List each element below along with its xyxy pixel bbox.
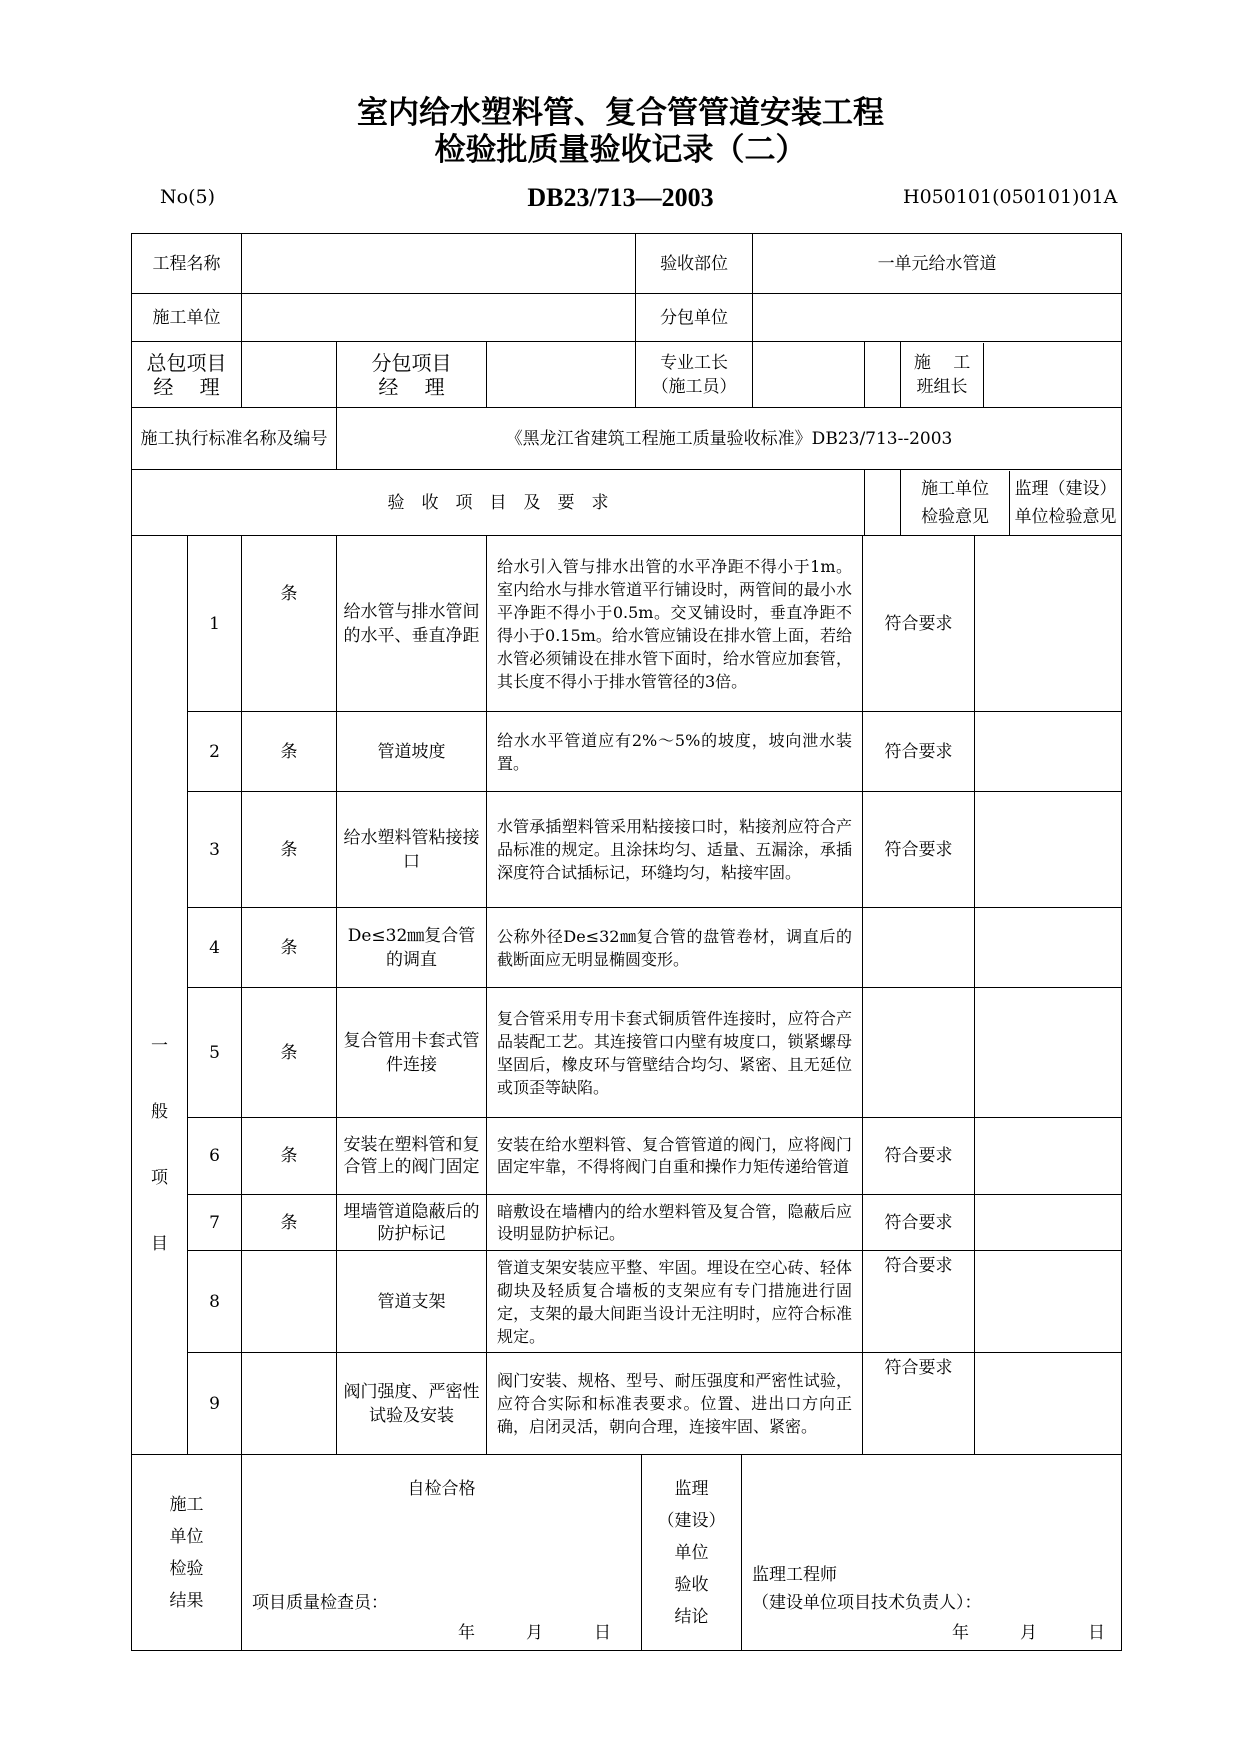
- item-result[interactable]: 符合要求: [863, 1251, 975, 1353]
- group-char-3: 项: [151, 1168, 168, 1188]
- subcontractor-label: 分包单位: [636, 294, 753, 342]
- footer-table: [131, 1454, 1122, 1651]
- item-requirement: 阀门安装、规格、型号、耐压强度和严密性试验，应符合实际和标准表要求。位置、进出口方向正确，启闭灵活，朝向合理，连接牢固、紧密。: [487, 1353, 863, 1455]
- sub-pm-label-line2: 经 理: [378, 374, 445, 399]
- item-name: 给水塑料管粘接接口: [337, 792, 487, 908]
- item-no: 4: [188, 908, 242, 988]
- supervisor-check-header: [901, 470, 1122, 536]
- contractor-result-cell: [242, 1455, 642, 1651]
- supervisor-result-label-4: 验收: [674, 1574, 709, 1595]
- contractor-result-label-3: 检验: [169, 1558, 204, 1579]
- item-name: 埋墙管道隐蔽后的防护标记: [337, 1195, 487, 1251]
- item-result[interactable]: 符合要求: [863, 1118, 975, 1195]
- item-supervisor[interactable]: [975, 1118, 1122, 1195]
- team-label: [865, 342, 901, 408]
- item-no: 6: [188, 1118, 242, 1195]
- contractor-date[interactable]: 年 月 日: [458, 1623, 611, 1643]
- item-name: De≤32㎜复合管的调直: [337, 908, 487, 988]
- item-clause: 条: [242, 792, 337, 908]
- standard-label: 施工执行标准名称及编号: [132, 408, 337, 470]
- form-number: No(5): [160, 186, 215, 208]
- item-supervisor[interactable]: [975, 1353, 1122, 1455]
- supervisor-date[interactable]: 年 月 日: [952, 1623, 1105, 1643]
- acceptance-part-label: 验收部位: [636, 234, 753, 294]
- inspector-label: 项目质量检查员：: [252, 1593, 388, 1613]
- supervisor-result-label: [642, 1455, 742, 1651]
- foreman-label-line2: （施工员）: [651, 376, 737, 397]
- general-items-label: [132, 536, 188, 1455]
- foreman-label: [636, 342, 753, 408]
- project-name-value[interactable]: [242, 234, 636, 294]
- sub-pm-label: [337, 342, 487, 408]
- item-result[interactable]: [863, 988, 975, 1118]
- form-code: H050101(050101)01A: [903, 186, 1118, 208]
- acceptance-part-value[interactable]: 一单元给水管道: [753, 234, 1122, 294]
- item-clause: [242, 1353, 337, 1455]
- item-supervisor[interactable]: [975, 1251, 1122, 1353]
- supervisor-result-cell: [742, 1455, 1122, 1651]
- item-requirement: 管道支架安装应平整、牢固。埋设在空心砖、轻体砌块及轻质复合墙板的支架应有专门措施进行固定，支架的最大间距当设计无注明时，应符合标准规定。: [487, 1251, 863, 1353]
- item-result[interactable]: [863, 908, 975, 988]
- standard-code: DB23/713—2003: [527, 183, 714, 212]
- contractor-result-value[interactable]: 自检合格: [407, 1479, 476, 1499]
- group-char-1: 一: [151, 1036, 168, 1056]
- supervisor-check-line1: 监理（建设）: [1014, 478, 1117, 499]
- team-value[interactable]: [984, 343, 1121, 407]
- contractor-label: 施工单位: [132, 294, 242, 342]
- item-result[interactable]: 符合要求: [863, 1195, 975, 1251]
- contractor-result-label-4: 结果: [169, 1590, 204, 1611]
- requirements-header: 验 收 项 目 及 要 求: [132, 470, 865, 536]
- item-supervisor[interactable]: [975, 988, 1122, 1118]
- item-no: 7: [188, 1195, 242, 1251]
- item-requirement: 水管承插塑料管采用粘接接口时，粘接剂应符合产品标准的规定。且涂抹均匀、适量、五漏涂，承插深度符合试插标记，环缝均匀，粘接牢固。: [487, 792, 863, 908]
- team-label-line1: 施 工: [913, 352, 971, 373]
- item-clause: [242, 1251, 337, 1353]
- item-supervisor[interactable]: [975, 712, 1122, 792]
- item-clause: 条: [242, 536, 337, 712]
- item-name: 安装在塑料管和复合管上的阀门固定: [337, 1118, 487, 1195]
- item-result[interactable]: 符合要求: [863, 712, 975, 792]
- contractor-value[interactable]: [242, 294, 636, 342]
- item-result[interactable]: 符合要求: [863, 792, 975, 908]
- subcontractor-value[interactable]: [753, 294, 1122, 342]
- item-requirement: 给水引入管与排水出管的水平净距不得小于1m。室内给水与排水管道平行铺设时，两管间的最小水平净距不得小于0.5m。交叉铺设时，垂直净距不得小于0.15m。给水管应铺设在排水管上面，若给水管必须铺设在排水管下面时，给水管应加套管，其长度不得小于排水管管径的3倍。: [487, 536, 863, 712]
- item-result[interactable]: 符合要求: [863, 1353, 975, 1455]
- supervisor-result-label-1: 监理: [674, 1478, 709, 1499]
- foreman-value[interactable]: [753, 342, 865, 408]
- contractor-result-label-1: 施工: [169, 1494, 204, 1515]
- group-char-2: 般: [151, 1102, 168, 1122]
- form-title-line1: 室内给水塑料管、复合管管道安装工程: [357, 95, 884, 131]
- item-clause: 条: [242, 908, 337, 988]
- supervisor-check-line2: 单位检验意见: [1014, 506, 1117, 527]
- item-name: 管道支架: [337, 1251, 487, 1353]
- supervisor-result-label-3: 单位: [674, 1542, 709, 1563]
- item-requirement: 公称外径De≤32㎜复合管的盘管卷材，调直后的截断面应无明显椭圆变形。: [487, 908, 863, 988]
- item-result[interactable]: 符合要求: [863, 536, 975, 712]
- foreman-label-line1: 专业工长: [660, 352, 729, 373]
- contractor-check-line2: 检验意见: [921, 506, 990, 527]
- item-supervisor[interactable]: [975, 536, 1122, 712]
- item-requirement: 安装在给水塑料管、复合管管道的阀门，应将阀门固定牢靠，不得将阀门自重和操作力矩传递给管道: [487, 1118, 863, 1195]
- item-requirement: 暗敷设在墙槽内的给水塑料管及复合管，隐蔽后应设明显防护标记。: [487, 1195, 863, 1251]
- item-name: 给水管与排水管间的水平、垂直净距: [337, 536, 487, 712]
- item-no: 8: [188, 1251, 242, 1353]
- form-title-line2: 检验批质量验收记录（二）: [434, 132, 807, 168]
- pm-label-line1: 总包项目: [146, 350, 227, 375]
- contractor-result-label-2: 单位: [169, 1526, 204, 1547]
- item-clause: 条: [242, 1195, 337, 1251]
- item-no: 2: [188, 712, 242, 792]
- inspection-record-table: [131, 233, 1122, 536]
- project-name-label: 工程名称: [132, 234, 242, 294]
- owner-label: （建设单位项目技术负责人）：: [752, 1593, 982, 1613]
- team-cell: [901, 342, 1122, 408]
- supervisor-result-label-2: （建设）: [657, 1510, 726, 1531]
- items-table: [131, 535, 1122, 1455]
- item-name: 阀门强度、严密性试验及安装: [337, 1353, 487, 1455]
- pm-label-line2: 经 理: [153, 374, 220, 399]
- sub-pm-value[interactable]: [487, 342, 636, 408]
- item-name: 复合管用卡套式管件连接: [337, 988, 487, 1118]
- contractor-check-header: [865, 470, 901, 536]
- item-supervisor[interactable]: [975, 908, 1122, 988]
- item-clause: 条: [242, 712, 337, 792]
- item-requirement: 给水水平管道应有2%～5%的坡度，坡向泄水装置。: [487, 712, 863, 792]
- item-clause: 条: [242, 988, 337, 1118]
- item-requirement: 复合管采用专用卡套式铜质管件连接时，应符合产品装配工艺。其连接管口内壁有坡度口，锁紧螺母坚固后，橡皮环与管壁结合均匀、紧密、且无延位或顶歪等缺陷。: [487, 988, 863, 1118]
- pm-value[interactable]: [242, 342, 337, 408]
- item-no: 1: [188, 536, 242, 712]
- supervisor-engineer-label: 监理工程师: [752, 1565, 837, 1585]
- sub-pm-label-line1: 分包项目: [371, 350, 452, 375]
- standard-value[interactable]: 《黑龙江省建筑工程施工质量验收标准》DB23/713--2003: [337, 408, 1122, 470]
- item-supervisor[interactable]: [975, 1195, 1122, 1251]
- item-supervisor[interactable]: [975, 792, 1122, 908]
- team-label-line2: 班组长: [916, 376, 968, 397]
- pm-label: [132, 342, 242, 408]
- contractor-check-line1: 施工单位: [921, 478, 990, 499]
- contractor-result-label: [132, 1455, 242, 1651]
- supervisor-result-label-5: 结论: [674, 1606, 709, 1627]
- item-no: 5: [188, 988, 242, 1118]
- item-no: 3: [188, 792, 242, 908]
- item-name: 管道坡度: [337, 712, 487, 792]
- group-char-4: 目: [151, 1234, 168, 1254]
- item-no: 9: [188, 1353, 242, 1455]
- item-clause: 条: [242, 1118, 337, 1195]
